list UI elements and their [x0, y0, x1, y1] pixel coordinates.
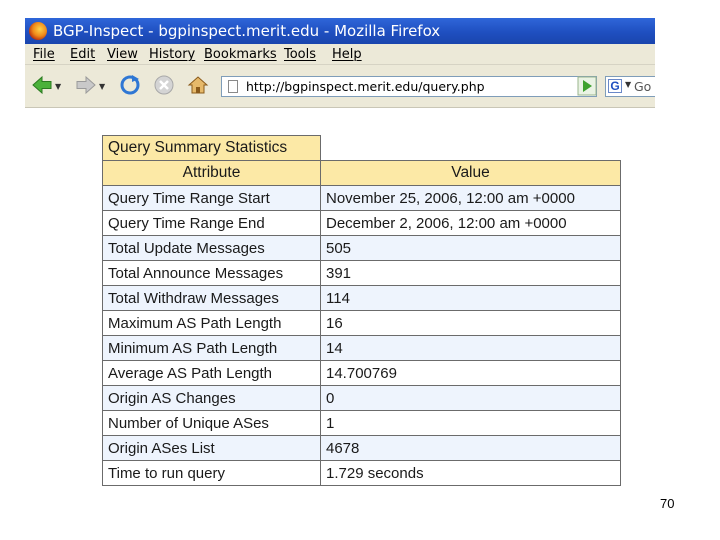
row-attribute: Total Announce Messages: [103, 261, 321, 286]
row-attribute: Query Time Range End: [103, 211, 321, 236]
row-attribute: Number of Unique ASes: [103, 411, 321, 436]
column-header-value: Value: [321, 161, 621, 186]
table-row: [103, 436, 621, 461]
menu-edit[interactable]: Edit: [70, 47, 96, 62]
row-value: 114: [321, 286, 621, 311]
row-attribute: Minimum AS Path Length: [103, 336, 321, 361]
navigation-toolbar: [25, 65, 655, 108]
row-attribute: Origin AS Changes: [103, 386, 321, 411]
row-value: 1: [321, 411, 621, 436]
back-dropdown-icon[interactable]: ▼: [55, 82, 62, 91]
title-bar: [25, 18, 655, 44]
query-summary-table: [102, 135, 621, 486]
menu-bar: [25, 44, 655, 65]
search-box[interactable]: [605, 76, 655, 97]
page-content: [25, 108, 655, 520]
row-attribute: Maximum AS Path Length: [103, 311, 321, 336]
row-attribute: Query Time Range Start: [103, 186, 321, 211]
back-arrow-icon[interactable]: [31, 74, 53, 96]
table-row: [103, 461, 621, 486]
search-input[interactable]: Go: [634, 79, 652, 94]
go-arrow-icon[interactable]: [577, 76, 597, 96]
table-row: [103, 311, 621, 336]
table-row: [103, 286, 621, 311]
row-value: 16: [321, 311, 621, 336]
row-attribute: Average AS Path Length: [103, 361, 321, 386]
url-text[interactable]: http://bgpinspect.merit.edu/query.php: [246, 79, 485, 94]
row-value: 14.700769: [321, 361, 621, 386]
row-value: 391: [321, 261, 621, 286]
row-value: 1.729 seconds: [321, 461, 621, 486]
table-caption: Query Summary Statistics: [103, 136, 321, 161]
slide-page-number: 70: [660, 496, 675, 511]
row-value: 505: [321, 236, 621, 261]
table-row: [103, 236, 621, 261]
table-row: [103, 386, 621, 411]
menu-help[interactable]: Help: [332, 47, 362, 62]
menu-bookmarks[interactable]: Bookmarks: [204, 47, 277, 62]
reload-icon[interactable]: [119, 74, 141, 96]
table-row: [103, 361, 621, 386]
search-engine-dropdown-icon[interactable]: ▼: [625, 80, 632, 89]
window-title: BGP-Inspect - bgpinspect.merit.edu - Mozilla Firefox: [53, 22, 441, 40]
row-attribute: Origin ASes List: [103, 436, 321, 461]
row-attribute: Total Withdraw Messages: [103, 286, 321, 311]
row-attribute: Time to run query: [103, 461, 321, 486]
row-value: 14: [321, 336, 621, 361]
row-value: December 2, 2006, 12:00 am +0000: [321, 211, 621, 236]
forward-dropdown-icon[interactable]: ▼: [99, 82, 106, 91]
stop-icon[interactable]: [153, 74, 175, 96]
firefox-logo-icon: [29, 22, 47, 40]
table-row: [103, 261, 621, 286]
home-icon[interactable]: [187, 74, 209, 96]
browser-window: [25, 18, 655, 520]
row-value: November 25, 2006, 12:00 am +0000: [321, 186, 621, 211]
row-attribute: Total Update Messages: [103, 236, 321, 261]
google-icon[interactable]: G: [608, 79, 622, 93]
menu-history[interactable]: History: [149, 47, 196, 62]
column-header-attribute: Attribute: [103, 161, 321, 186]
menu-tools[interactable]: Tools: [284, 47, 317, 62]
menu-view[interactable]: View: [107, 47, 138, 62]
table-row: [103, 211, 621, 236]
row-value: 0: [321, 386, 621, 411]
table-row: [103, 186, 621, 211]
page-icon: [228, 80, 238, 93]
table-row: [103, 411, 621, 436]
row-value: 4678: [321, 436, 621, 461]
menu-file[interactable]: File: [33, 47, 55, 62]
address-bar[interactable]: [221, 76, 597, 97]
table-row: [103, 336, 621, 361]
forward-arrow-icon[interactable]: [75, 74, 97, 96]
